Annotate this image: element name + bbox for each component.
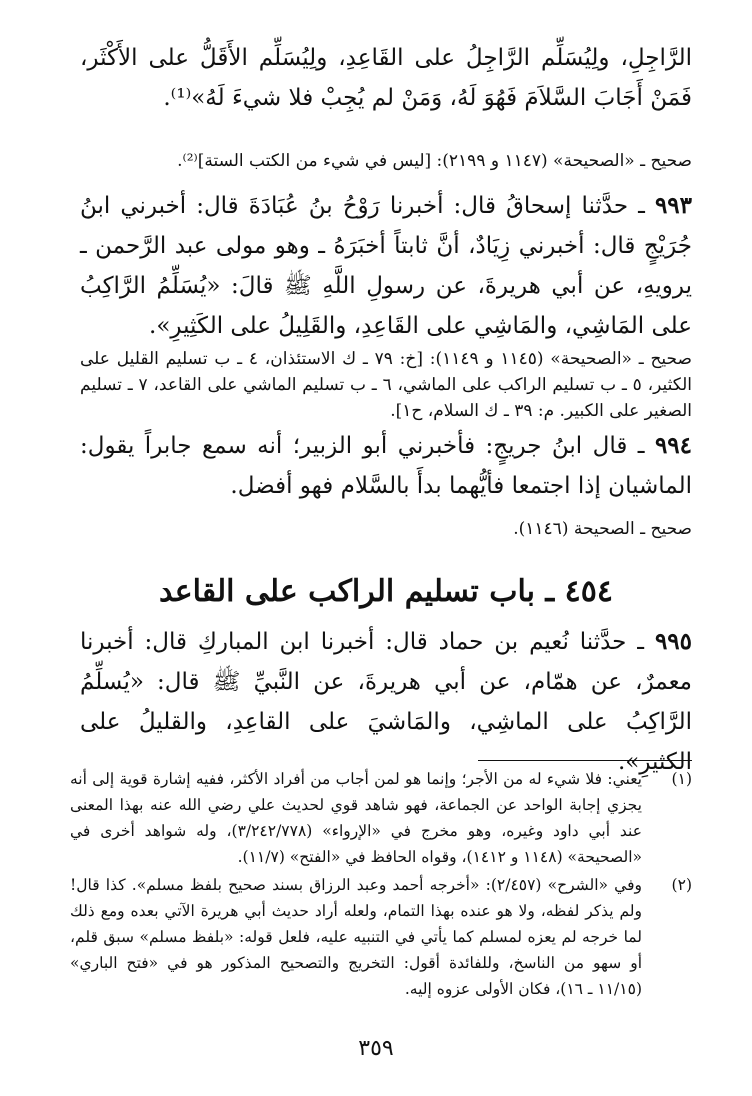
footnote-1-text: يعني: فلا شيء له من الأجر؛ وإنما هو لمن أجاب من أفراد الأكثر، ففيه إشارة قوية إلى أنه يجزي إجابة الواحد عن الجماعة، فهو شاهد قوي لحديث علي رضي الله عنه بهذا المعنى عند أبي داود وغيره، وهو مخرج في «الإرواء» (٣/٢٤٢/٧٧٨)، وله شواهد أخرى في «الصحيحة» (١١٤٨ و ١٤١٢)، وقواه الحافظ في «الفتح» (١١/٧). [70,770,642,866]
hadith-995-text: ـ حدَّثنا نُعيم بن حماد قال: أخبرنا ابن المباركِ قال: أخبرنا معمرٌ، عن همّام، عن أبي هريرةَ، عن النَّبيِّ ﷺ قال: «يُسلِّمُ الرَّاكِبُ على الماشِي، والمَاشيَ على القاعِدِ، والقليلُ على الكثيرِ». [80,629,692,775]
footnote-separator [478,760,692,761]
hadith-995-number: ٩٩٥ [654,628,692,655]
hadith-994 [80,426,692,506]
page-number: ٣٥٩ [358,1036,394,1061]
hadith-993-number: ٩٩٣ [654,192,693,219]
hadith-994-number: ٩٩٤ [654,432,693,459]
chapter-title: ٤٥٤ ـ باب تسليم الراكب على القاعد [159,574,613,609]
intro-grade: صحيح ـ «الصحيحة» (١١٤٧ و ٢١٩٩): [ليس في شيء من الكتب الستة]⁽²⁾. [177,151,692,171]
hadith-993-grade: صحيح ـ «الصحيحة» (١١٤٥ و ١١٤٩): [خ: ٧٩ ـ ك الاستئذان، ٤ ـ ب تسليم القليل على الكثير، ٥ ـ ب تسليم الراكب على الماشي، ٦ ـ ب تسليم الماشي على القاعد، ٧ ـ تسليم الصغير على الكبير. م: ٣٩ ـ ك السلام، ح١]. [80,349,692,421]
footnote-2-mark: (٢) [671,876,692,894]
hadith-994-grade: صحيح ـ الصحيحة (١١٤٦). [513,519,692,539]
footnote-1 [70,766,692,870]
footnote-2 [70,872,692,1002]
intro-text: الرَّاجِلِ، ولِيُسَلِّم الرَّاجِلُ على القَاعِدِ، ولِيُسَلِّم الأَقَلُّ على الأَكْثَر، فَمَنْ أَجَابَ السَّلاَمَ فَهُوَ لَهُ، وَمَنْ لم يُجِبْ فلا شيءَ لَهُ»⁽¹⁾. [80,45,692,111]
footnote-1-mark: (١) [671,770,692,788]
footnote-2-text: وفي «الشرح» (٢/٤٥٧): «أخرجه أحمد وعبد الرزاق بسند صحيح بلفظ مسلم». كذا قال! ولم يذكر لفظه، ولا هو عنده بهذا التمام، ولعله أراد حديث أبي هريرة الآتي بعده ومع ذلك لما خرجه لم يعزه لمسلم كما يأتي في التنبيه عليه، فلعل قوله: «بلفظ مسلم» سبق قلم، أو سهو من الناسخ، وللفائدة أقول: التخريج والتصحيح المذكور هو في «فتح الباري» (١١/١٥ ـ ١٦)، فكان الأولى عزوه إليه. [70,876,642,998]
hadith-994-text: ـ قال ابنُ جريجٍ: فأخبرني أبو الزبير؛ أنه سمع جابراً يقول: الماشيان إذا اجتمعا فأيُّهما بدأَ بالسَّلام فهو أفضل. [80,433,692,499]
hadith-993-text: ـ حدَّثنا إسحاقُ قال: أخبرنا رَوْحُ بنُ عُبَادَةَ قال: أخبرني ابنُ جُرَيْجٍ قال: أخبرني زِيَادٌ، أنَّ ثابتاً أخبَرَهُ ـ وهو مولى عبد الرَّحمن ـ يرويهِ، عن أبي هريرةَ، عن رسولِ اللَّهِ ﷺ قالَ: «يُسَلِّمُ الرَّاكِبُ على المَاشِي، والمَاشِي على القَاعِدِ، والقَلِيلُ على الكَثِيرِ». [80,193,692,339]
hadith-995 [80,622,692,782]
hadith-993 [80,186,692,346]
